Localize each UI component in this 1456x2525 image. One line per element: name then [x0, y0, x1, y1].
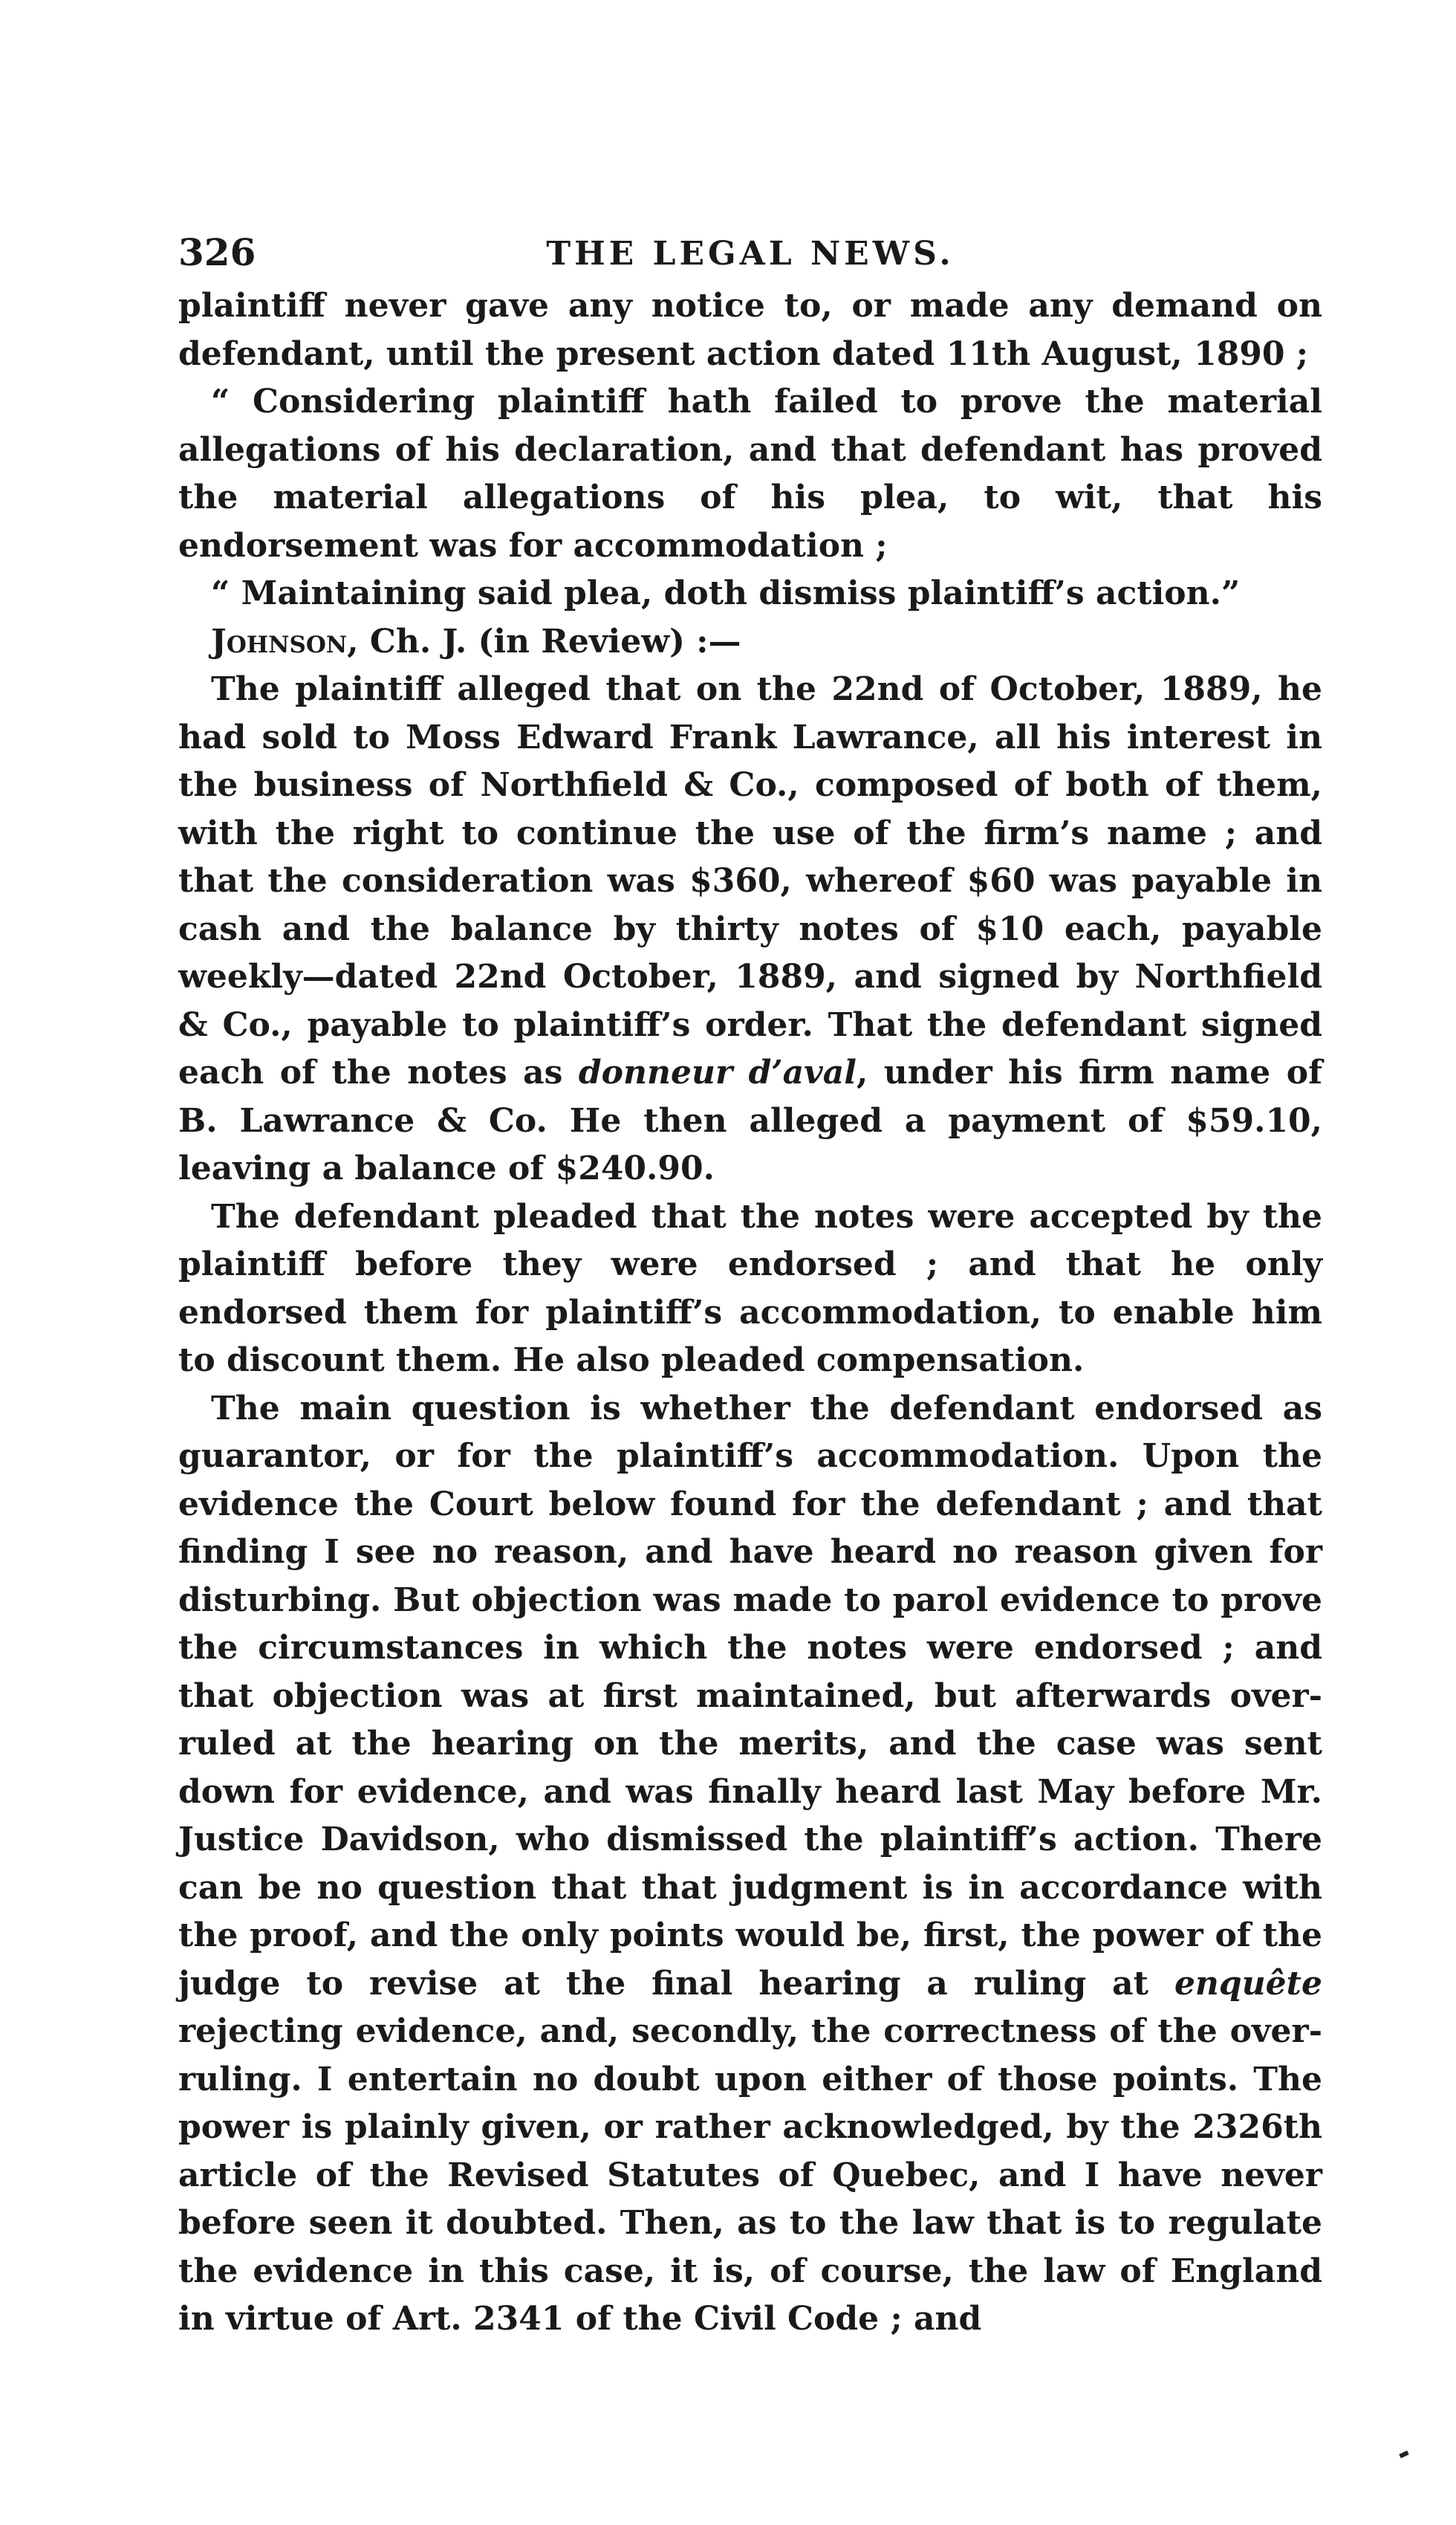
question-italic-term: enquête: [1174, 1964, 1322, 2003]
review-paragraph-facts: [178, 666, 1322, 1193]
judge-name: Johnson: [211, 622, 348, 661]
running-head: [178, 223, 1322, 282]
ink-mark: [1399, 2451, 1408, 2459]
review-paragraph-plea: The defendant pleaded that the notes were accepted by the plaintiff before they were endorsed ; and that he only endorsed them for plaintiff’s accommodation, to enable him to discount them. He also pleaded compensation.: [178, 1197, 1322, 1379]
journal-title: THE LEGAL NEWS.: [546, 235, 955, 273]
judgment-maintaining-paragraph: “ Maintaining said plea, doth dismiss plaintiff’s action.”: [211, 574, 1241, 612]
judge-title: , Ch. J. (in Review) :—: [347, 622, 741, 661]
question-text-a: The main question is whether the defendant endorsed as guarantor, or for the plaintiff’s accommodation. Upon the evidence the Court below found for the defendant ; and that finding I see no reason, and have heard no reason given for disturbing. But objection was made to parol evidence to prove the circumstances in which the notes were endorsed ; and that objection was at first maintained, but afterwards over-ruled at the hearing on the merits, and the case was sent down for evidence, and was finally heard last May before Mr. Justice Davidson, who dismissed the plaintiff’s action. There can be no question that that judgment is in accordance with the proof, and the only points would be, first, the power of the judge to revise at the final hearing a ruling at: [178, 1389, 1322, 2003]
facts-text-b: , under his firm name of B. Lawrance & Co. He then alleged a payment of $59.10, leaving a balance of $240.90.: [178, 1054, 1323, 1187]
facts-italic-term: donneur d’aval: [578, 1054, 857, 1092]
judgment-considering-paragraph: “ Considering plaintiff hath failed to prove the material allegations of his declaration, and that defendant has proved the material allegations of his plea, to wit, that his endorsement was for accommodation ;: [178, 383, 1322, 565]
page: [178, 223, 1322, 2344]
question-text-b: rejecting evidence, and, secondly, the correctness of the over-ruling. I entertain no doubt upon either of those points. The power is plainly given, or rather acknowledged, by the 2326th article of the Revised Statutes of Quebec, and I have never before seen it doubted. Then, as to the law that is to regulate the evidence in this case, it is, of course, the law of England in virtue of Art. 2341 of the Civil Code ; and: [178, 2012, 1322, 2338]
article-body: [178, 282, 1322, 2344]
review-paragraph-question: [178, 1385, 1322, 2344]
page-number: 326: [178, 230, 256, 274]
facts-text-a: The plaintiff alleged that on the 22nd of October, 1889, he had sold to Moss Edward Frank Lawrance, all his interest in the business of Northfield & Co., composed of both of them, with the right to continue the use of the firm’s name ; and that the consideration was $360, whereof $60 was payable in cash and the balance by thirty notes of $10 each, payable weekly—dated 22nd October, 1889, and signed by Northfield & Co., payable to plaintiff’s order. That the defendant signed each of the notes as: [178, 670, 1322, 1092]
review-speaker-line: [178, 618, 1322, 667]
judgment-continuation-paragraph: plaintiff never gave any notice to, or made any demand on defendant, until the present action dated 11th August, 1890 ;: [178, 287, 1322, 373]
